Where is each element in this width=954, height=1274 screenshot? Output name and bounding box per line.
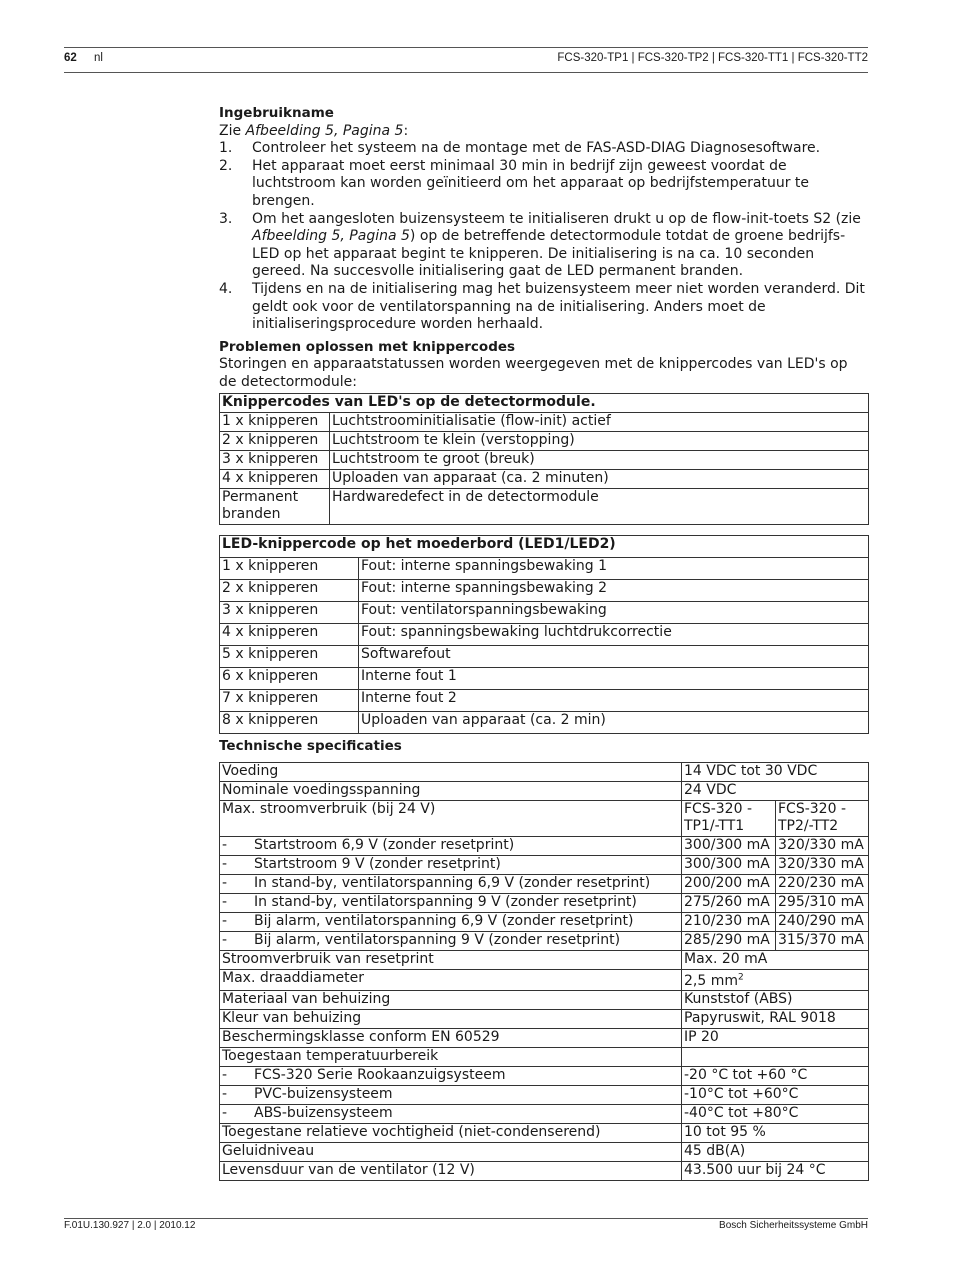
header-rule-bottom: [64, 72, 868, 73]
document-id: F.01U.130.927 | 2.0 | 2010.12: [64, 1220, 196, 1231]
table-row: Max. stroomverbruik (bij 24 V) FCS-320 -TP1/-TT1 FCS-320 -TP2/-TT2: [220, 801, 869, 837]
table-row: 8 x knipperen Uploaden van apparaat (ca. 2 min): [220, 711, 869, 733]
table-row: Stroomverbruik van resetprint Max. 20 mA: [220, 951, 869, 970]
figure-reference: Zie Afbeelding 5, Pagina 5:: [219, 122, 409, 139]
troubleshooting-intro: Storingen en apparaatstatussen worden weergegeven met de knippercodes van LED's op de detectormodule:: [219, 356, 848, 390]
table-row: 7 x knipperen Interne fout 2: [220, 689, 869, 711]
list-item: 3. Om het aangesloten buizensysteem te initialiseren drukt u op de flow-init-toets S2 (zie Afbeelding 5, Pagina 5) op de betreffende detectormodule totdat de groene bedrijfs-LED op het apparaat begint te knipperen. De initialisering is na ca. 10 seconden gereed. Na succesvolle initialisering gaat de LED permanent branden.: [219, 210, 861, 280]
table-row: Materiaal van behuizing Kunststof (ABS): [220, 991, 869, 1010]
figure-link: Afbeelding 5, Pagina 5: [245, 122, 404, 139]
table-row: 2 x knipperen Luchtstroom te klein (verstopping): [220, 431, 869, 450]
table-row: - Bij alarm, ventilatorspanning 6,9 V (zonder resetprint) 210/230 mA 240/290 mA: [220, 913, 869, 932]
table-row: 3 x knipperen Fout: ventilatorspanningsbewaking: [220, 601, 869, 623]
commissioning-steps: [219, 140, 869, 334]
table-row: 4 x knipperen Uploaden van apparaat (ca. 2 minuten): [220, 469, 869, 488]
list-item: 4. Tijdens en na de initialisering mag het buizensysteem meer niet worden veranderd. Dit geldt ook voor de ventilatorspanning na de initialisering. Anders moet de initialiseringsprocedure worden herhaald.: [219, 280, 865, 333]
table-header-row: [220, 535, 869, 557]
table-header: Knippercodes van LED's op de detectormodule.: [220, 393, 869, 412]
detector-led-table: [219, 393, 869, 525]
table-row: - PVC-buizensysteem -10°C tot +60°C: [220, 1086, 869, 1105]
section-title-commissioning: Ingebruikname: [219, 105, 334, 121]
list-item: 2. Het apparaat moet eerst minimaal 30 min in bedrijf zijn geweest voordat de luchtstroom kan worden geïnitieerd om het apparaat op bedrijfstemperatuur te brengen.: [219, 157, 810, 209]
table-header: LED-knippercode op het moederbord (LED1/LED2): [220, 535, 869, 557]
table-row: 6 x knipperen Interne fout 1: [220, 667, 869, 689]
table-row: 3 x knipperen Luchtstroom te groot (breuk): [220, 450, 869, 469]
section-title-specs: Technische specificaties: [219, 737, 402, 754]
section-title-troubleshooting: Problemen oplossen met knippercodes: [219, 338, 516, 355]
header-rule: [64, 47, 868, 48]
language-code: nl: [94, 52, 103, 64]
table-row: Nominale voedingsspanning 24 VDC: [220, 782, 869, 801]
table-row: Levensduur van de ventilator (12 V) 43.500 uur bij 24 °C: [220, 1162, 869, 1181]
table-header-row: [220, 393, 869, 412]
table-row: - In stand-by, ventilatorspanning 9 V (zonder resetprint) 275/260 mA 295/310 mA: [220, 894, 869, 913]
table-row: Beschermingsklasse conform EN 60529 IP 20: [220, 1029, 869, 1048]
table-row: - Bij alarm, ventilatorspanning 9 V (zonder resetprint) 285/290 mA 315/370 mA: [220, 932, 869, 951]
table-row: Voeding 14 VDC tot 30 VDC: [220, 763, 869, 782]
table-row: Permanent branden Hardwaredefect in de detectormodule: [220, 488, 869, 524]
table-row: Geluidniveau 45 dB(A): [220, 1143, 869, 1162]
table-row: 5 x knipperen Softwarefout: [220, 645, 869, 667]
table-row: Toegestaan temperatuurbereik: [220, 1048, 869, 1067]
table-row: Toegestane relatieve vochtigheid (niet-condenserend) 10 tot 95 %: [220, 1124, 869, 1143]
table-row: - Startstroom 9 V (zonder resetprint) 300/300 mA 320/330 mA: [220, 856, 869, 875]
footer-rule: [64, 1218, 868, 1219]
figure-link: Afbeelding 5, Pagina 5: [252, 228, 410, 245]
table-row: Max. draaddiameter 2,5 $mm^2$: [220, 970, 869, 991]
table-row: - Startstroom 6,9 V (zonder resetprint) 300/300 mA 320/330 mA: [220, 837, 869, 856]
table-row: 2 x knipperen Fout: interne spanningsbewaking 2: [220, 579, 869, 601]
table-row: Kleur van behuizing Papyruswit, RAL 9018: [220, 1010, 869, 1029]
table-row: - ABS-buizensysteem -40°C tot +80°C: [220, 1105, 869, 1124]
main-content: [219, 105, 869, 1181]
page-number: 62: [64, 52, 77, 64]
motherboard-led-table: [219, 535, 869, 734]
table-row: 4 x knipperen Fout: spanningsbewaking luchtdrukcorrectie: [220, 623, 869, 645]
table-row: 1 x knipperen Fout: interne spanningsbewaking 1: [220, 557, 869, 579]
list-item: 1. Controleer het systeem na de montage met de FAS-ASD-DIAG Diagnosesoftware.: [219, 140, 821, 157]
product-list: FCS-320-TP1 | FCS-320-TP2 | FCS-320-TT1 | FCS-320-TT2: [557, 52, 868, 64]
table-row: - In stand-by, ventilatorspanning 6,9 V (zonder resetprint) 200/200 mA 220/230 mA: [220, 875, 869, 894]
table-row: 1 x knipperen Luchtstroominitialisatie (flow-init) actief: [220, 412, 869, 431]
company-name: Bosch Sicherheitssysteme GmbH: [719, 1220, 868, 1231]
specs-table: [219, 762, 869, 1181]
table-row: - FCS-320 Serie Rookaanzuigsysteem -20 °C tot +60 °C: [220, 1067, 869, 1086]
